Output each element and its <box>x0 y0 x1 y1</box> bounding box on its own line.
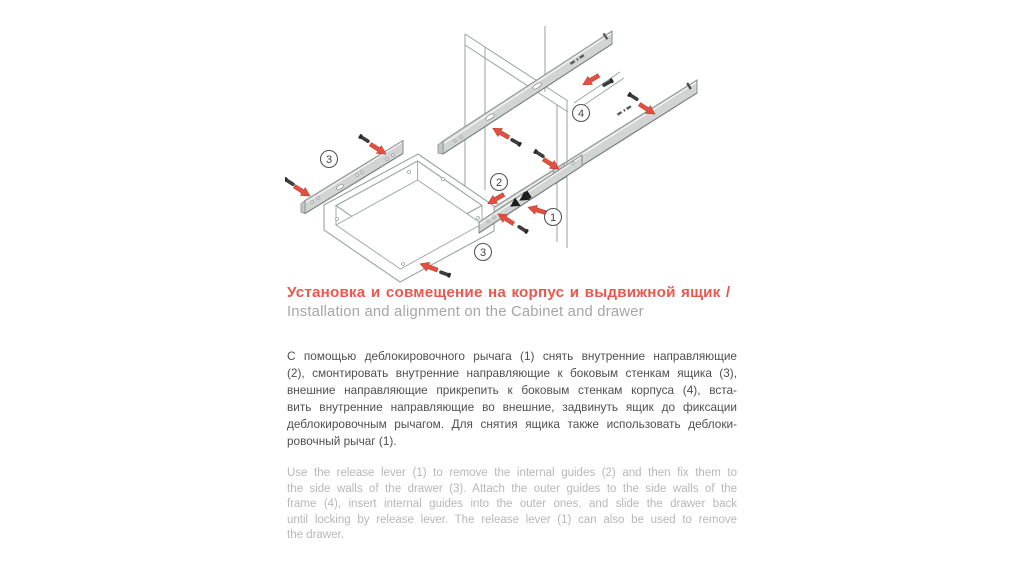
screw-icon <box>358 134 371 144</box>
callout-number: 3 <box>325 153 333 166</box>
insert-arrow-icon <box>527 203 547 217</box>
callout-1 <box>545 209 562 226</box>
rail-stamp <box>617 105 632 116</box>
paragraph-russian <box>287 348 737 450</box>
paragraph-line: (2), смонтировать внутренние направляющие к боковым стенкам ящика (3), <box>287 366 737 380</box>
paragraph-line: frame (4), insert internal guides into the outer ones, and slide the drawer back <box>287 498 737 511</box>
screw-icon <box>533 149 546 159</box>
paragraph-line: деблокировочным рычагом. Для снятия ящика также использовать деблоки- <box>287 417 737 431</box>
paragraph-line: the drawer. <box>287 529 344 542</box>
paragraph-line: внешние направляющие прикрепить к боковым стенкам корпуса (4), вста- <box>287 383 737 397</box>
section-heading-english: Installation and alignment on the Cabinet and drawer <box>287 304 644 320</box>
callout-2 <box>491 174 508 191</box>
screw-icon <box>516 224 529 234</box>
paragraph-english <box>287 466 737 544</box>
insert-arrow-icon <box>490 124 511 141</box>
screw-icon <box>509 137 522 147</box>
paragraph-line: ровочный рычаг (1). <box>287 434 397 448</box>
callout-number: 2 <box>495 176 503 189</box>
cabinet-top-rail <box>438 31 612 154</box>
section-heading-russian: Установка и совмещение на корпус и выдвижной ящик / <box>287 284 731 301</box>
paragraph-line: Use the release lever (1) to remove the internal guides (2) and then fix them to <box>287 467 737 479</box>
paragraph-line: the side walls of the drawer (3). Attach the outer guides to the side walls of the <box>287 482 737 495</box>
screw-icon <box>438 269 451 278</box>
insert-arrow-icon <box>580 72 601 89</box>
screw-icon <box>627 92 640 102</box>
paragraph-line: С помощью деблокировочного рычага (1) снять внутренние направляющие <box>287 349 737 363</box>
paragraph-line: until locking by release lever. The release lever (1) can also be used to remove <box>287 513 737 526</box>
callout-number: 1 <box>549 211 557 224</box>
paragraph-line: вить внутренние направляющие во внешние, задвинуть ящик до фиксации <box>287 400 737 414</box>
callout-number: 3 <box>479 246 487 259</box>
installation-diagram <box>285 12 745 286</box>
callout-4 <box>573 105 590 122</box>
callout-3-bottom <box>475 244 492 261</box>
instruction-text-block <box>287 283 737 544</box>
callout-number: 4 <box>577 107 585 120</box>
callout-3-left <box>321 151 338 168</box>
screw-icon <box>285 177 296 187</box>
